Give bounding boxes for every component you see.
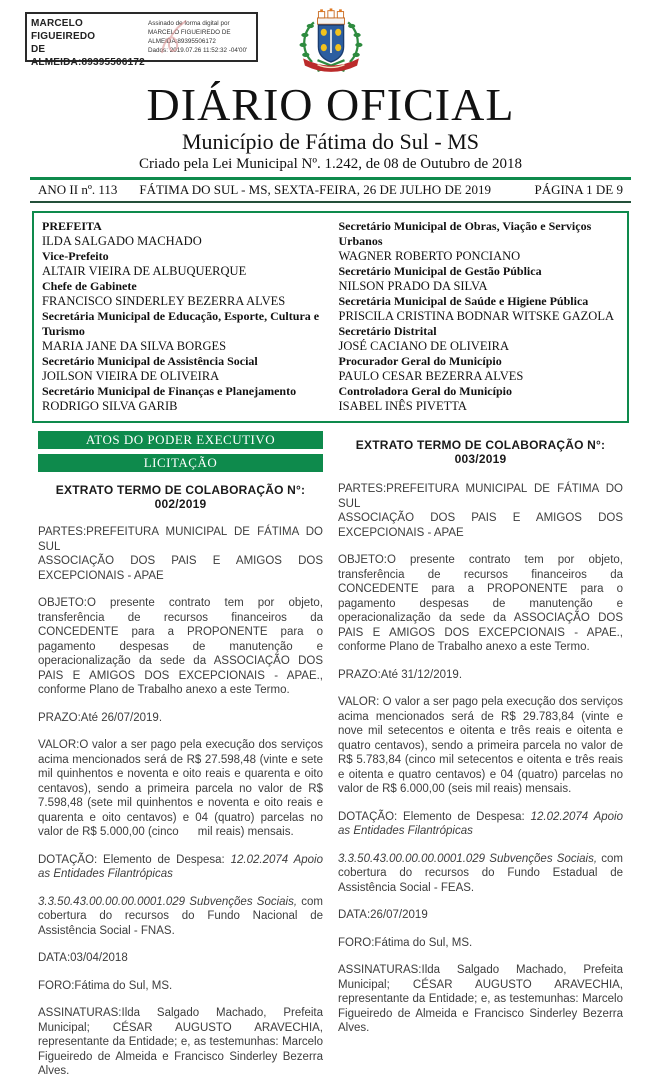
official-title: Secretário Distrital <box>338 324 437 338</box>
section-banner-atos-poder-executivo: ATOS DO PODER EXECUTIVO <box>38 431 323 449</box>
partes-line: ASSOCIAÇÃO DOS PAIS E AMIGOS DOS EXCEPCIONAIS - APAE <box>338 512 623 539</box>
edition-number: ANO II nº. 113 <box>38 182 118 197</box>
officials-column-right <box>339 219 620 414</box>
official-title: Secretário Municipal de Obras, Viação e Serviços Urbanos <box>338 219 592 248</box>
signature-name-line: MARCELO FIGUEIREDO <box>31 18 96 42</box>
official-entry <box>339 219 620 264</box>
extract-partes <box>38 525 323 583</box>
official-entry <box>42 279 323 309</box>
signature-detail-line: Assinado de forma digital por <box>148 20 230 27</box>
signature-name-line: DE <box>31 44 46 55</box>
official-title: Procurador Geral do Município <box>338 354 502 368</box>
extract-dotacao-detail <box>38 895 323 939</box>
official-title: Chefe de Gabinete <box>42 279 137 293</box>
signature-name-line: ALMEIDA:89395506172 <box>31 57 145 68</box>
official-title: Secretária Municipal de Saúde e Higiene Pública <box>338 294 589 308</box>
official-name: JOSÉ CACIANO DE OLIVEIRA <box>338 339 509 353</box>
official-name: ALTAIR VIEIRA DE ALBUQUERQUE <box>42 264 247 278</box>
official-entry <box>42 354 323 384</box>
official-title: Secretário Municipal de Gestão Pública <box>338 264 542 278</box>
section-banner-licitacao: LICITAÇÃO <box>38 454 323 472</box>
partes-line: PARTES:PREFEITURA MUNICIPAL DE FÁTIMA DO SUL <box>38 526 323 553</box>
official-entry <box>42 249 323 279</box>
dotacao-detail-rest: com cobertura do recursos do Fundo Estadual de Assistência Social - FEAS. <box>338 852 623 894</box>
coat-of-arms <box>289 8 373 80</box>
partes-line: PARTES:PREFEITURA MUNICIPAL DE FÁTIMA DO SUL <box>338 483 623 510</box>
extract-partes <box>338 482 623 540</box>
issue-bar <box>30 180 631 203</box>
extract-data: DATA:03/04/2018 <box>38 952 128 964</box>
signature-detail-line: Dados: 2019.07.26 11:52:32 -04'00' <box>148 47 248 54</box>
official-entry <box>339 294 620 324</box>
column-extract-002 <box>38 431 323 1092</box>
extract-objeto: OBJETO:O presente contrato tem por objeto, transferência de recursos financeiros da CONCEDENTE para a PROPONENTE para o pagamento despesas de manutenção e operacionalização da sede da ASSOCIAÇÃO DOS PAIS E AMIGOS DOS EXCEPCIONAIS - APAE., conforme Plano de Trabalho anexo a este Termo. <box>338 554 623 653</box>
gazette-title: DIÁRIO OFICIAL <box>146 79 515 130</box>
official-entry <box>339 324 620 354</box>
mural-crown <box>317 8 344 24</box>
official-name: PRISCILA CRISTINA BODNAR WITSKE GAZOLA <box>338 309 614 323</box>
official-name: NILSON PRADO DA SILVA <box>338 279 488 293</box>
digital-signature-box <box>25 12 258 68</box>
official-name: MARIA JANE DA SILVA BORGES <box>42 339 227 353</box>
official-title: Secretário Municipal de Finanças e Planejamento <box>42 384 297 398</box>
issue-date: FÁTIMA DO SUL - MS, SEXTA-FEIRA, 26 DE JULHO DE 2019 <box>139 182 492 197</box>
extract-data: DATA:26/07/2019 <box>338 909 428 921</box>
signature-detail-line: ALMEIDA:89395506172 <box>148 38 216 45</box>
extract-prazo: PRAZO:Até 31/12/2019. <box>338 668 463 681</box>
signature-detail-line: MARCELO FIGUEIREDO DE <box>148 29 231 36</box>
officials-box <box>32 211 629 423</box>
extract-valor: VALOR:O valor a ser pago pela execução dos serviços acima mencionados será de R$ 27.598,48 (vinte e sete mil quinhentos e noventa e oito reais e quarenta e oito centavos), sendo a primeira parcela no valor de R$ 7.598,48 (sete mil quinhentos e noventa e oito reais e quarenta e oito centavos) e 04 (quatro) parcelas no valor de R$ 5.000,00 (cinco mil reais) mensais. <box>38 739 323 838</box>
official-name: WAGNER ROBERTO PONCIANO <box>338 249 521 263</box>
creation-law-line: Criado pela Lei Municipal Nº. 1.242, de 08 de Outubro de 2018 <box>139 156 522 172</box>
official-title: Secretário Municipal de Assistência Social <box>42 354 258 368</box>
partes-line: ASSOCIAÇÃO DOS PAIS E AMIGOS DOS EXCEPCIONAIS - APAE <box>38 555 323 582</box>
extract-foro: FORO:Fátima do Sul, MS. <box>38 979 173 992</box>
extract-foro: FORO:Fátima do Sul, MS. <box>338 936 473 949</box>
official-name: FRANCISCO SINDERLEY BEZERRA ALVES <box>42 294 286 308</box>
extract-valor: VALOR: O valor a ser pago pela execução dos serviços acima mencionados será de R$ 29.783,84 (vinte e nove mil setecentos e oitenta e três reais e oitenta e quatro centavos), sendo a primeira parcela no valor de R$ 5.783,84 (cinco mil setecentos e oitenta e três reais e oitenta e quatro centavos) e 04 (quatro) parcelas no valor de R$ 6.000,00 (seis mil reais) mensais. <box>338 696 623 795</box>
dotacao-code: 12.02.2074 Apoio as Entidades Filantrópicas <box>38 853 323 880</box>
column-extract-003 <box>338 431 623 1092</box>
dotacao-detail-code: 3.3.50.43.00.00.00.0001.029 Subvenções Sociais, <box>38 895 298 908</box>
municipality-subtitle: Município de Fátima do Sul - MS <box>182 129 479 154</box>
page-indicator: PÁGINA 1 DE 9 <box>534 182 623 197</box>
extract-prazo: PRAZO:Até 26/07/2019. <box>38 711 163 724</box>
dotacao-code: 12.02.2074 Apoio as Entidades Filantrópicas <box>338 810 623 837</box>
dotacao-label: DOTAÇÃO: Elemento de Despesa: <box>338 810 531 823</box>
official-title: Vice-Prefeito <box>42 249 109 263</box>
officials-column-left <box>42 219 323 414</box>
extract-dotacao <box>38 853 323 882</box>
official-name: RODRIGO SILVA GARIB <box>42 399 178 413</box>
masthead <box>0 0 661 173</box>
official-title: Controladora Geral do Município <box>338 384 512 398</box>
extract-objeto: OBJETO:O presente contrato tem por objeto, transferência de recursos financeiros da CONCEDENTE para a PROPONENTE para o pagamento despesas de manutenção e operacionalização da sede da ASSOCIAÇÃO DOS PAIS E AMIGOS DOS EXCEPCIONAIS - APAE., conforme Plano de Trabalho anexo a este Termo. <box>38 597 323 696</box>
dotacao-detail-rest: com cobertura do recursos do Fundo Nacional de Assistência Social - FNAS. <box>38 895 323 937</box>
signature-flourish-icon <box>156 19 196 57</box>
shield <box>318 25 343 62</box>
official-entry <box>339 354 620 384</box>
official-name: JOILSON VIEIRA DE OLIVEIRA <box>42 369 220 383</box>
extract-assinaturas: ASSINATURAS:Ilda Salgado Machado, Prefeita Municipal; CÉSAR AUGUSTO ARAVECHIA, representante da Entidade; e, as testemunhas: Marcelo Figueiredo de Almeida e Francisco Sinderley Bezerra Alves. <box>38 1007 323 1077</box>
extract-title: EXTRATO TERMO DE COLABORAÇÃO N°: 003/2019 <box>355 438 606 466</box>
extract-dotacao <box>338 810 623 839</box>
signature-details <box>148 17 252 57</box>
official-title: Secretária Municipal de Educação, Esporte, Cultura e Turismo <box>42 309 320 338</box>
official-entry <box>42 384 323 414</box>
extract-title: EXTRATO TERMO DE COLABORAÇÃO N°: 002/2019 <box>55 483 306 511</box>
official-title: PREFEITA <box>42 219 102 233</box>
official-name: ISABEL INÊS PIVETTA <box>338 399 467 413</box>
extract-assinaturas: ASSINATURAS:Ilda Salgado Machado, Prefeita Municipal; CÉSAR AUGUSTO ARAVECHIA, representante da Entidade; e, as testemunhas: Marcelo Figueiredo de Almeida e Francisco Sinderley Bezerra Alves. <box>338 964 623 1034</box>
dotacao-detail-code: 3.3.50.43.00.00.00.0001.029 Subvenções Sociais, <box>338 852 598 865</box>
signature-name <box>31 17 145 68</box>
extract-dotacao-detail <box>338 852 623 896</box>
content-columns <box>38 431 623 1092</box>
official-entry <box>42 219 323 249</box>
official-name: PAULO CESAR BEZERRA ALVES <box>338 369 524 383</box>
dotacao-label: DOTAÇÃO: Elemento de Despesa: <box>38 853 231 866</box>
official-entry <box>42 309 323 354</box>
official-name: ILDA SALGADO MACHADO <box>42 234 202 248</box>
official-entry <box>339 384 620 414</box>
official-entry <box>339 264 620 294</box>
